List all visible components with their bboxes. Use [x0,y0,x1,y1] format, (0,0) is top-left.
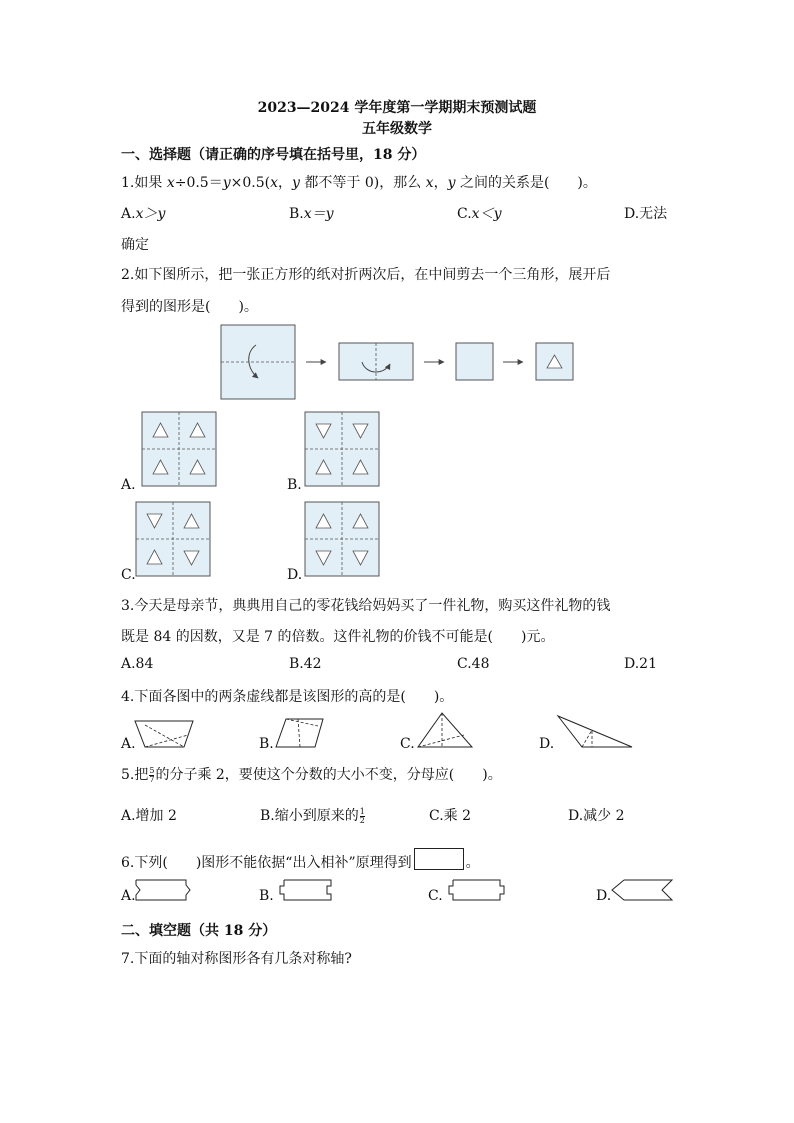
q5-option-d[interactable]: D.减少 2 [568,808,625,824]
q1-end: 之间的关系是( )。 [455,175,597,191]
q6-pre: 6.下列( )图形不能依据“出入相补”原理得到 [121,855,412,871]
q5-option-b-num: 1 [359,806,365,816]
q6-post: 。 [465,855,480,871]
q5-frac-num: 5 [149,765,155,775]
q6-option-c-shape[interactable] [449,880,504,900]
q5-option-b-den: 2 [359,815,365,825]
question-7: 7.下面的轴对称图形各有几条对称轴? [121,951,352,967]
question-2-line1: 2.如下图所示，把一张正方形的纸对折两次后，在中间剪去一个三角形，展开后 [121,267,611,283]
q4-option-d-label[interactable]: D. [539,736,555,752]
q5-option-c[interactable]: C.乘 2 [429,808,472,824]
q5-post: 的分子乘 2，要使这个分数的大小不变，分母应( )。 [155,767,502,783]
q1-comma: ， [278,175,293,191]
q6-option-b-label[interactable]: B. [259,888,274,904]
q1-option-c-label: C. [457,206,472,222]
q5-pre: 5.把 [121,767,149,783]
q1-option-c-value: x＜y [471,206,502,222]
q5-option-a[interactable]: A.增加 2 [121,808,177,824]
q1-option-d[interactable]: D.无法 [624,206,668,222]
q1-var-x3: x [425,175,434,191]
q2-option-b-label[interactable]: B. [287,477,302,493]
page-title: 2023—2024 学年度第一学期期末预测试题 [257,100,537,116]
q1-var-y3: y [447,175,456,191]
question-2-line2: 得到的图形是( )。 [121,299,258,315]
q1-mid2: ×0.5( [230,175,271,191]
q3-option-c[interactable]: C.48 [457,656,490,672]
q2-option-d-label[interactable]: D. [287,567,303,583]
q3-option-b[interactable]: B.42 [289,656,322,672]
q1-option-b-label: B. [289,206,304,222]
question-3-line1: 3.今天是母亲节，典典用自己的零花钱给妈妈买了一件礼物，购买这件礼物的钱 [121,598,611,614]
q3-option-d[interactable]: D.21 [624,656,657,672]
question-4: 4.下面各图中的两条虚线都是该图形的高的是( )。 [121,689,454,705]
page-subtitle: 五年级数学 [362,121,432,137]
q1-sep: ， [433,175,448,191]
q1-option-a-value: x＞y [135,206,166,222]
q6-option-a-shape[interactable] [136,880,190,900]
q1-var-y: y [222,175,231,191]
question-3-line2: 既是 84 的因数，又是 7 的倍数。这件礼物的价钱不可能是( )元。 [121,629,555,645]
q6-option-a-label[interactable]: A. [121,888,136,904]
q2-option-a-label[interactable]: A. [121,477,136,493]
q2-option-c-label[interactable]: C. [121,567,136,583]
q1-prefix: 1.如果 [121,175,167,191]
q1-tail: 都不等于 0)，那么 [299,175,426,191]
q1-option-b-value: x＝y [303,206,334,222]
q1-var-y2: y [292,175,300,191]
q6-option-d-label[interactable]: D. [596,888,612,904]
q6-option-c-label[interactable]: C. [428,888,443,904]
q4-option-b-label[interactable]: B. [259,736,274,752]
q1-var-x2: x [270,175,279,191]
q5-option-b-text: B.缩小到原来的 [260,808,359,824]
section-2-title: 二、填空题（共 18 分） [121,923,277,939]
q1-mid1: ÷0.5＝ [174,175,223,191]
section-1-title: 一、选择题（请正确的序号填在括号里，18 分） [121,147,426,163]
q1-var-x: x [166,175,175,191]
q1-option-a-label: A. [121,206,136,222]
q1-option-d-wrap: 确定 [121,237,149,253]
q4-option-c-label[interactable]: C. [400,736,415,752]
q3-option-a[interactable]: A.84 [121,656,154,672]
q6-option-b-shape[interactable] [280,880,331,900]
q4-option-a-label[interactable]: A. [121,736,136,752]
q5-frac-den: 7 [149,774,155,784]
q6-option-d-shape[interactable] [612,880,672,900]
